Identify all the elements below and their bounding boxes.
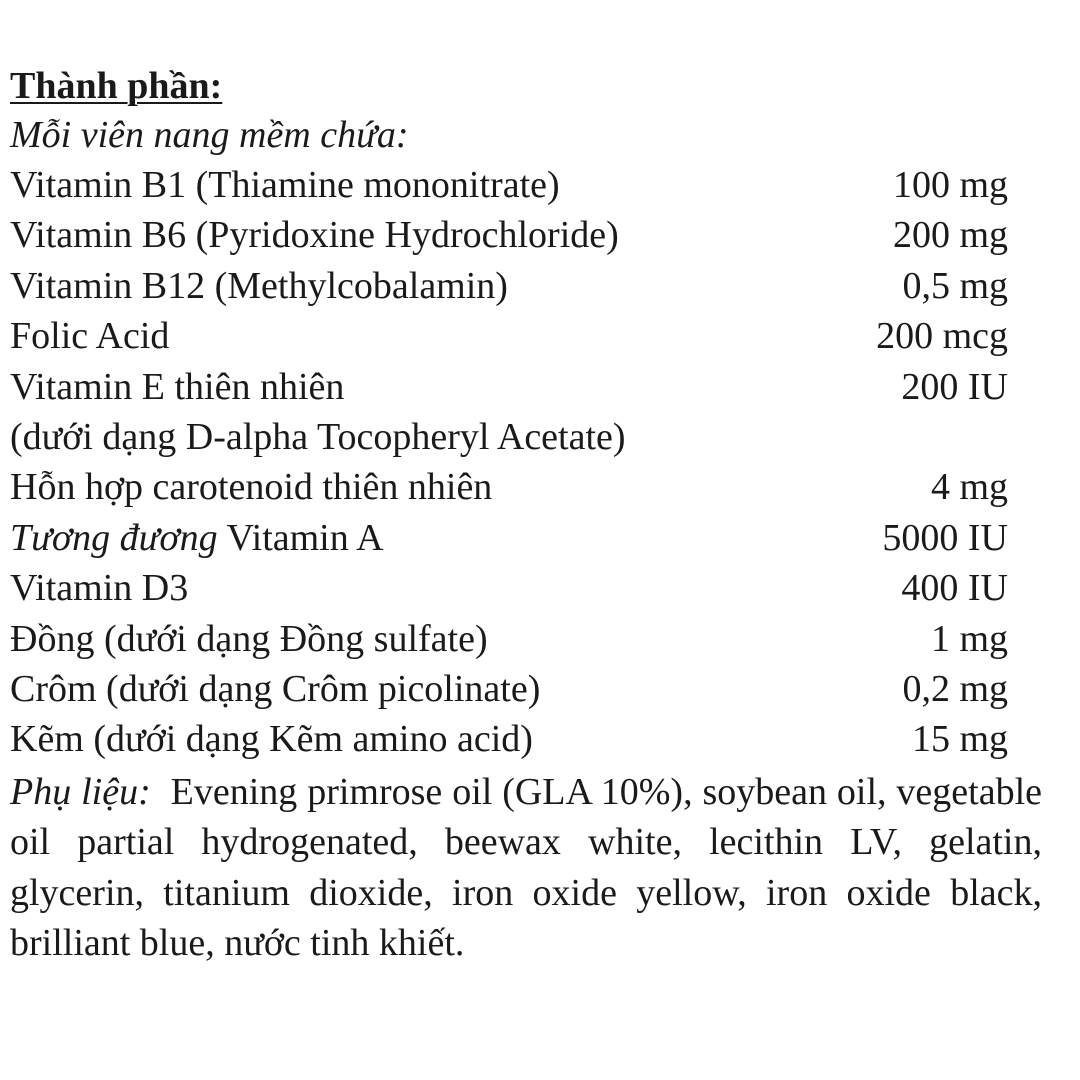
ingredient-amount: 0,5 mg xyxy=(902,264,1008,307)
ingredient-amount: 200 mg xyxy=(892,214,1008,257)
section-subtitle: Mỗi viên nang mềm chứa: xyxy=(10,114,409,156)
ingredient-amount: 5000 IU xyxy=(882,516,1008,559)
excipients-paragraph xyxy=(10,767,1042,969)
ingredient-name-prefix: Tương đương xyxy=(10,516,218,559)
ingredient-name: Vitamin D3 xyxy=(10,567,189,610)
ingredient-name: Vitamin B12 (Methylcobalamin) xyxy=(10,264,508,307)
ingredient-row xyxy=(10,261,1042,311)
ingredient-name: Đồng (dưới dạng Đồng sulfate) xyxy=(10,617,488,660)
ingredient-row xyxy=(10,563,1042,613)
ingredient-row xyxy=(10,412,1042,462)
ingredient-name: Crôm (dưới dạng Crôm picolinate) xyxy=(10,667,541,710)
ingredient-amount: 4 mg xyxy=(930,466,1008,509)
ingredient-row xyxy=(10,513,1042,563)
ingredient-amount: 1 mg xyxy=(930,617,1008,660)
ingredient-row xyxy=(10,462,1042,512)
ingredient-name: Kẽm (dưới dạng Kẽm amino acid) xyxy=(10,718,533,761)
ingredient-list xyxy=(10,160,1042,765)
ingredient-name: Hỗn hợp carotenoid thiên nhiên xyxy=(10,466,493,509)
ingredient-name: Folic Acid xyxy=(10,315,170,358)
ingredient-amount: 400 IU xyxy=(901,567,1008,610)
ingredient-name xyxy=(10,513,384,563)
ingredient-row xyxy=(10,614,1042,664)
ingredient-row xyxy=(10,664,1042,714)
ingredient-amount: 15 mg xyxy=(911,718,1008,761)
excipients-label: Phụ liệu: xyxy=(10,770,151,813)
excipients-text: Evening primrose oil (GLA 10%), soybean oil, vegetable oil partial hydrogenated, beewax white, lecithin LV, gelatin, glycerin, titanium dioxide, iron oxide yellow, iron oxide black, brilliant blue, nước tinh khiết. xyxy=(10,770,1042,965)
ingredient-row xyxy=(10,311,1042,361)
ingredient-name: Vitamin E thiên nhiên xyxy=(10,365,345,408)
ingredient-row xyxy=(10,362,1042,412)
ingredient-name: Vitamin B1 (Thiamine mononitrate) xyxy=(10,164,560,206)
ingredient-name: (dưới dạng D-alpha Tocopheryl Acetate) xyxy=(10,415,626,458)
ingredient-row xyxy=(10,160,1042,210)
ingredient-amount: 0,2 mg xyxy=(902,667,1008,710)
ingredient-row xyxy=(10,210,1042,260)
ingredients-document xyxy=(10,60,1042,969)
ingredient-amount: 100 mg xyxy=(892,164,1008,206)
ingredient-amount: 200 IU xyxy=(901,365,1008,408)
section-title: Thành phần: xyxy=(10,65,223,107)
ingredient-name-main: Vitamin A xyxy=(226,516,384,559)
ingredient-row xyxy=(10,714,1042,764)
ingredient-amount: 200 mcg xyxy=(876,315,1008,358)
ingredient-name: Vitamin B6 (Pyridoxine Hydrochloride) xyxy=(10,214,619,257)
